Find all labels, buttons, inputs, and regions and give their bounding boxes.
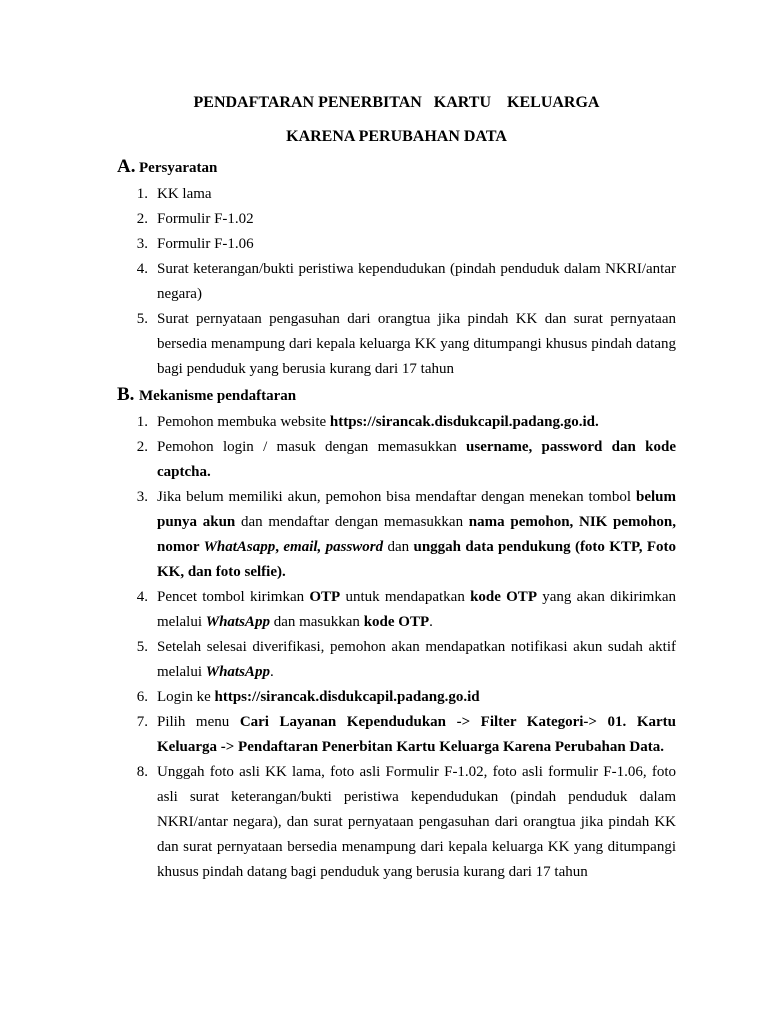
- mechanism-list: [117, 410, 676, 885]
- list-item-text: Surat keterangan/bukti peristiwa kependudukan (pindah penduduk dalam NKRI/antar negara): [157, 261, 676, 302]
- list-item-number: 4.: [136, 261, 148, 277]
- list-item-number: 1.: [136, 414, 148, 430]
- list-item: [117, 710, 676, 760]
- text-segment: dan: [383, 539, 414, 555]
- list-item: [117, 685, 676, 710]
- text-segment: WhatAsapp: [203, 539, 276, 555]
- list-item-number: 8.: [136, 764, 148, 780]
- list-item-number: 7.: [136, 714, 148, 730]
- list-item: [117, 207, 676, 232]
- text-segment: https://sirancak.disdukcapil.padang.go.id: [214, 689, 480, 705]
- list-item-text: [157, 410, 676, 435]
- text-segment: Pemohon membuka website: [157, 414, 330, 430]
- text-segment: email, password: [283, 539, 384, 555]
- text-segment: belum punya akun: [157, 489, 676, 530]
- text-segment: nama pemohon, NIK pemohon, nomor: [157, 514, 676, 555]
- list-item-number: 5.: [136, 639, 148, 655]
- list-item-text: [157, 635, 676, 685]
- document-title-line-1: PENDAFTARAN PENERBITAN KARTU KELUARGA: [193, 94, 600, 111]
- list-item: [117, 760, 676, 885]
- list-item-number: 2.: [136, 439, 148, 455]
- list-item-text: Surat pernyataan pengasuhan dari orangtua jika pindah KK dan surat pernyataan bersedia menampung dari kepala keluarga KK yang ditumpangi khusus pindah datang bagi penduduk yang berusia kurang dari 17 tahun: [157, 311, 676, 377]
- list-item-text: [157, 485, 676, 585]
- text-segment: https://sirancak.disdukcapil.padang.go.id.: [329, 414, 599, 430]
- text-segment: kode OTP: [470, 589, 537, 605]
- text-segment: username, password dan kode captcha.: [157, 439, 676, 480]
- list-item-number: 5.: [136, 311, 148, 327]
- list-item-text: [157, 685, 676, 710]
- list-item-text: [157, 760, 676, 885]
- list-item-text: Formulir F-1.06: [157, 236, 254, 252]
- text-segment: Cari Layanan Kependudukan -> Filter Kategori-> 01. Kartu Keluarga -> Pendaftaran Penerbitan Kartu Keluarga Karena Perubahan Data.: [157, 714, 677, 755]
- text-segment: dan masukkan: [269, 614, 364, 630]
- list-item-text: [157, 435, 676, 485]
- list-item: [117, 182, 676, 207]
- section-a-letter: A.: [117, 156, 136, 177]
- text-segment: .: [429, 614, 433, 630]
- text-segment: Unggah foto asli KK lama, foto asli Formulir F-1.02, foto asli formulir F-1.06, foto asli surat keterangan/bukti peristiwa kependudukan (pindah penduduk dalam NKRI/antar negara), dan surat pernyataan pengasuhan dari orangtua jika pindah KK dan surat pernyataan bersedia menampung dari kepala keluarga KK yang ditumpangi khusus pindah datang bagi penduduk yang berusia kurang dari 17 tahun: [157, 764, 676, 880]
- text-segment: dan mendaftar dengan memasukkan: [235, 514, 469, 530]
- text-segment: OTP: [309, 589, 341, 605]
- section-b-heading: [117, 384, 676, 410]
- text-segment: Pemohon login / masuk dengan memasukkan: [157, 439, 467, 455]
- list-item-number: 1.: [136, 186, 148, 202]
- text-segment: Login ke: [157, 689, 215, 705]
- document-title-line-2: KARENA PERUBAHAN DATA: [286, 128, 507, 145]
- list-item-number: 3.: [136, 489, 148, 505]
- list-item-text: KK lama: [157, 186, 212, 202]
- list-item-number: 2.: [136, 211, 148, 227]
- list-item: [117, 257, 676, 307]
- list-item-number: 3.: [136, 236, 148, 252]
- text-segment: ,: [275, 539, 284, 555]
- text-segment: Pilih menu: [157, 714, 240, 730]
- text-segment: untuk mendapatkan: [340, 589, 471, 605]
- list-item-number: 4.: [136, 589, 148, 605]
- list-item: [117, 435, 676, 485]
- text-segment: yang akan dikirimkan melalui: [157, 589, 676, 630]
- section-a-title: Persyaratan: [139, 160, 218, 176]
- list-item-text: [157, 710, 676, 760]
- text-segment: Jika belum memiliki akun, pemohon bisa mendaftar dengan menekan tombol: [157, 489, 636, 505]
- requirements-list: [117, 182, 676, 382]
- section-a-heading: [117, 156, 676, 182]
- list-item: [117, 635, 676, 685]
- list-item: [117, 485, 676, 585]
- text-segment: WhatsApp: [205, 614, 270, 630]
- section-b-letter: B.: [117, 384, 135, 405]
- list-item-text: [157, 585, 676, 635]
- list-item: [117, 307, 676, 382]
- text-segment: unggah data pendukung (foto KTP, Foto KK, dan foto selfie).: [157, 539, 676, 580]
- text-segment: kode OTP: [363, 614, 430, 630]
- text-segment: Setelah selesai diverifikasi, pemohon akan mendapatkan notifikasi akun sudah aktif melalui: [157, 639, 676, 680]
- list-item: [117, 585, 676, 635]
- list-item: [117, 410, 676, 435]
- list-item: [117, 232, 676, 257]
- list-item-number: 6.: [136, 689, 148, 705]
- text-segment: WhatsApp: [205, 664, 270, 680]
- text-segment: .: [269, 664, 274, 680]
- section-b-title: Mekanisme pendaftaran: [139, 388, 297, 404]
- text-segment: Pencet tombol kirimkan: [157, 589, 310, 605]
- list-item-text: Formulir F-1.02: [157, 211, 254, 227]
